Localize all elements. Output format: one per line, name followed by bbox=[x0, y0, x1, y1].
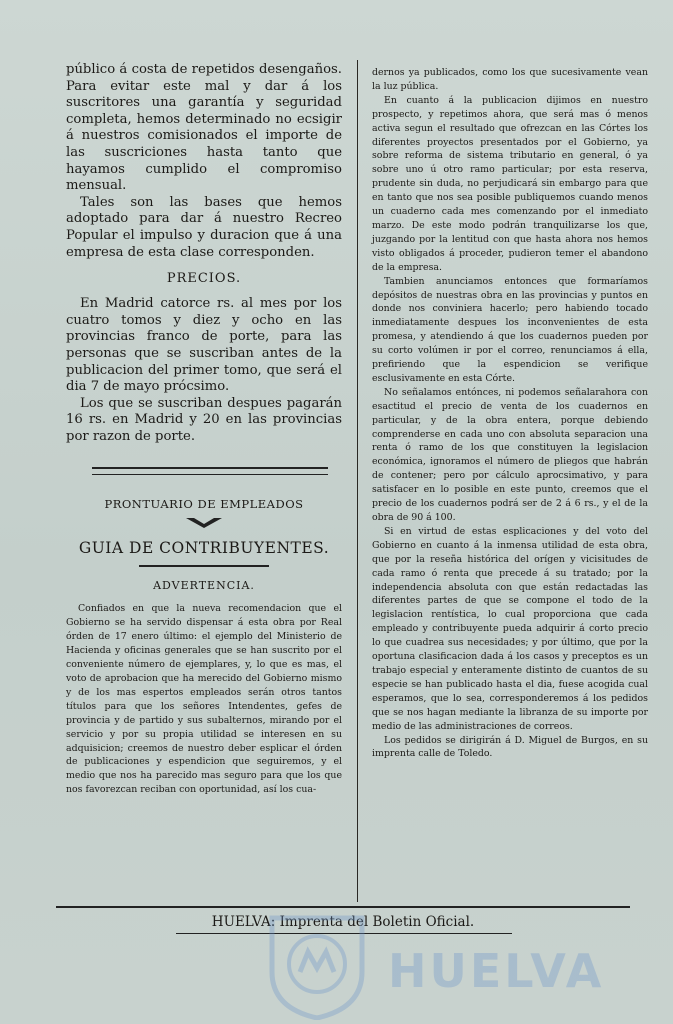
paragraph: Tales son las bases que hemos adoptado para dar á nuestro Recreo Popular el impulso y duracion que á una empresa de esta clase corresponden. bbox=[66, 194, 342, 260]
paragraph: dernos ya publicados, como los que sucesivamente vean la luz pública. bbox=[372, 67, 648, 92]
paragraph: Los pedidos se dirigirán á D. Miguel de Burgos, en su imprenta calle de Toledo. bbox=[372, 734, 648, 760]
shield-icon bbox=[262, 912, 372, 1020]
right-column bbox=[372, 66, 648, 761]
paragraph: En Madrid catorce rs. al mes por los cuatro tomos y diez y ocho en las provincias franco de porte, para las personas que se suscriban antes de la publicacion del primer tomo, que será el dia 7 de mayo prócsimo. bbox=[66, 296, 342, 395]
paragraph: En cuanto á la publicacion dijimos en nuestro prospecto, y repetimos ahora, que será mas ó menos activa segun el resultado que ofrezcan en las Córtes los diferentes proyectos presentados por el Gobierno, ya sobre reforma de sistema tributario en general, ó ya sobre uno ú otro ramo particular; por esta reserva, prudente sin duda, no perjudicará sin embargo para que en tanto que nos sea posible publiquemos cuando menos un cuaderno cada mes comenzando por el inmediato marzo. De este modo podrán tranquilizarse los que, juzgando por la lentitud con que hasta ahora nos hemos visto obligados á proceder, pudieron temer el abandono de la empresa. bbox=[372, 94, 648, 273]
advertencia-heading: ADVERTENCIA. bbox=[153, 579, 255, 593]
paragraph: Tambien anunciamos entonces que formaríamos depósitos de nuestras obra en las provincias y puntos en donde nos conviniera hacerlo; pero habiendo tocado inmediatamente despues los inconvenientes de esta promesa, y atendiendo á que los cuadernos pueden por su corto volúmen ir por el correo, renunciamos á ella, prefiriendo que la espendicion se verifique esclusivamente en esta Córte. bbox=[372, 275, 648, 384]
heading-rule bbox=[139, 565, 269, 567]
left-column bbox=[66, 62, 342, 797]
paragraph: No señalamos entónces, ni podemos señalarahora con esactitud el precio de venta de los cuadernos en particular, y de la obra entera, porque debiendo comprenderse en cada uno con absoluta separacion una renta ó ramo de los que constituyen la legislacion económica, ignoramos el número de pliegos que habrán de contener; pero por cálculo aprocsimativo, y para satisfacer en lo posible en este punto, creemos que el precio de los cuadernos podrá ser de 2 á 6 rs., y el de la obra de 90 á 100. bbox=[372, 386, 648, 523]
prontuario-heading: PRONTUARIO DE EMPLEADOS bbox=[104, 497, 304, 512]
footer-rule bbox=[56, 906, 630, 908]
column-divider bbox=[357, 60, 358, 902]
footer-imprint: HUELVA: Imprenta del Boletin Oficial. bbox=[211, 914, 475, 930]
paragraph: Los que se suscriban despues pagarán 16 rs. en Madrid y 20 en las provincias por razon de porte. bbox=[66, 395, 342, 444]
guia-heading: GUIA DE CONTRIBUYENTES. bbox=[78, 539, 330, 558]
advertencia-paragraph: Confiados en que la nueva recomendacion que el Gobierno se ha servido dispensar á esta obra por Real órden de 17 enero último: el ejemplo del Ministerio de Hacienda y oficinas generales que se han suscrito por el conveniente número de ejemplares, y, lo que es mas, el voto de aprobacion que ha merecido del Gobierno mismo y de los mas espertos empleados serán otros tantos títulos para que los señores Intendentes, gefes de provincia y de partido y sus subalternos, mirando por el servicio y por su propia utilidad se interesen en su adquisicion; creemos de nuestro deber esplicar el órden de publicaciones y espendicion que seguiremos, y el medio que nos ha parecido mas seguro para que los que nos favorezcan reciban con oportunidad, así los cua- bbox=[66, 603, 342, 796]
double-rule-divider bbox=[92, 467, 328, 475]
paragraph: público á costa de repetidos desengaños. Para evitar este mal y dar á los suscritores una garantía y seguridad completa, hemos determinado no ecsigir á nuestros comisionados el importe de las suscriciones hasta tanto que hayamos cumplido el compromiso mensual. bbox=[66, 62, 342, 194]
watermark bbox=[262, 912, 605, 1020]
precios-heading: PRECIOS. bbox=[166, 271, 242, 287]
ornament-icon bbox=[66, 515, 342, 531]
watermark-text: HUELVA bbox=[388, 944, 605, 998]
paragraph: Si en virtud de estas esplicaciones y del voto del Gobierno en cuanto á la inmensa utilidad de esta obra, que por la reseña histórica del orígen y vicisitudes de cada ramo ó renta que precede á su tratado; por la independencia absoluta con que están redactadas las diferentes partes de que se compone el todo de la legislacion rentística, lo cual proporciona que cada empleado y contribuyente pueda adquirir á corto precio lo que cuadrea sus necesidades; y por último, que por la oportuna clasificacion dada á los casos y preceptos es un trabajo especial y enteramente distinto de cuantos de su especie se han publicado hasta el dia, fuese acogida cual esperamos, que lo sea, corresponderemos á los pedidos que se nos hagan mediante la libranza de su importe por medio de las administraciones de correos. bbox=[372, 525, 648, 732]
